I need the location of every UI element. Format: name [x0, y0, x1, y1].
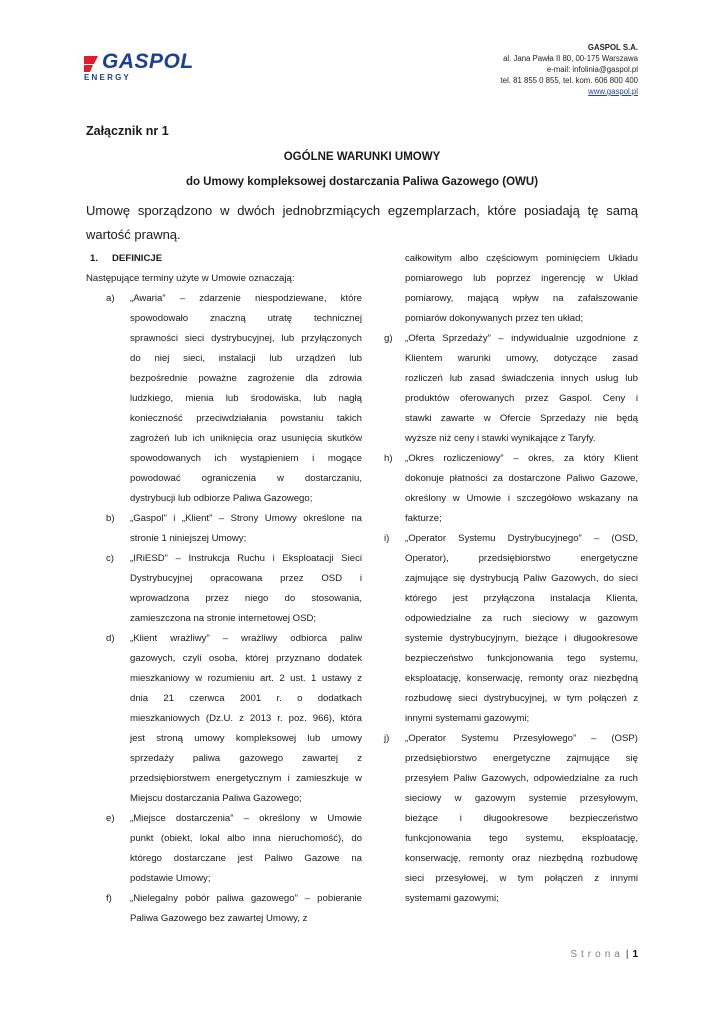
definition-line: „IRiESD” – Instrukcja Ruchu i Eksploatacji Sieci	[130, 553, 362, 564]
document-subtitle: do Umowy kompleksowej dostarczania Paliwa Gazowego (OWU)	[185, 176, 539, 188]
definition-line: „Awaria” – zdarzenie niespodziewane, które	[130, 293, 362, 304]
company-info	[501, 42, 638, 97]
definition-line: całkowitym albo częściowym pominięciem Układu	[405, 253, 638, 264]
definition-line: przedsiębiorstwem energetycznym i zamieszkuje w	[130, 773, 362, 784]
definition-line: zagrożeń lub ich uniknięcia oraz usunięcia skutków	[130, 433, 362, 444]
definition-line: powodować ograniczenia w dostarczaniu,	[130, 473, 362, 484]
definition-line: punkt (obiekt, lokal albo inna nieruchomość), do	[130, 833, 362, 844]
definition-line: do niej sieci, instalacji lub urządzeń lub	[130, 353, 362, 364]
definition-line: „Oferta Sprzedaży” – indywidualnie uzgodnione z	[405, 333, 638, 344]
definition-line: „Gaspol” i „Klient” – Strony Umowy określone na	[130, 513, 362, 524]
definition-line: sprawności sieci dystrybucyjnej, lub przyłączonych	[130, 333, 362, 344]
definition-item	[86, 289, 362, 509]
definition-line: Operator), przedsiębiorstwo energetyczne	[405, 553, 638, 564]
definition-line: eksploatację, konserwację, remonty oraz niezbędną	[405, 673, 638, 684]
definition-line: gazowych, czyli osoba, której przyznano dodatek	[130, 653, 362, 664]
definition-line: spowodowanych ich wystąpieniem i mogące	[130, 453, 362, 464]
definition-line: konserwację, remonty oraz niezbędną rozbudowę	[405, 853, 638, 864]
definition-item	[86, 889, 362, 929]
definition-line: Klientem warunki umowy, dotyczące zasad	[405, 353, 638, 364]
definition-line: rozbudowę sieci dystrybucyjnej, w tym połączeń z	[405, 693, 638, 704]
definition-line: pomiarowy, mającą wpływ na zafałszowanie	[405, 293, 638, 304]
definition-line: dystrybucji lub odbiorze Paliwa Gazowego;	[130, 493, 313, 504]
definition-item	[381, 329, 638, 449]
page-label: Strona	[570, 949, 624, 960]
definition-line: innymi systemami gazowymi;	[405, 713, 530, 724]
definition-line: pomiarów dokonywanych przez ten układ;	[405, 313, 584, 324]
definition-line: zajmujące się dystrybucją Paliw Gazowych, do sieci	[405, 573, 638, 584]
definition-label: g)	[384, 333, 393, 344]
definition-line: mieszkaniowych (Dz.U. z 2013 r. poz. 966), która	[130, 713, 362, 724]
definition-line: systemie dystrybucyjnym, bieżące i długookresowe	[405, 633, 638, 644]
definition-line: konieczność przeciwdziałania powstaniu takich	[130, 413, 362, 424]
definition-item	[86, 809, 362, 889]
logo-subtitle: E N E R G Y	[84, 73, 129, 82]
page-footer: Strona | 1	[570, 949, 638, 960]
definition-line: którego dostarczane jest Paliwo Gazowe na	[130, 853, 362, 864]
gaspol-logo	[82, 50, 217, 83]
logo-wordmark: GASPOL	[102, 50, 194, 73]
definition-line: mieszkaniowy w rozumieniu art. 2 ust. 1 ustawy z	[130, 673, 362, 684]
definition-line: wyższe niż ceny i stawki wynikające z Taryfy.	[405, 433, 596, 444]
definition-line: przedsiębiorstwo energetyczne zajmujące się	[405, 753, 638, 764]
gaspol-flame-icon	[82, 54, 100, 74]
intro-paragraph: Umowę sporządzono w dwóch jednobrzmiących egzemplarzach, które posiadają tę samą wartość prawną.	[86, 203, 638, 242]
definition-line: określony w Umowie i szczegółowo wskazany na	[405, 493, 638, 504]
definition-line: Dystrybucyjnej opracowana przez OSD i	[130, 573, 362, 584]
page-number: 1	[632, 949, 638, 960]
definition-line: produktów oferowanych przez Gaspol. Ceny i	[405, 393, 638, 404]
definition-item	[381, 729, 638, 909]
definition-line: dokonuje płatności za dostarczone Paliwo Gazowe,	[405, 473, 638, 484]
section-heading	[86, 249, 362, 269]
definition-line: „Miejsce dostarczenia” – określony w Umowie	[130, 813, 362, 824]
definition-line: sieci przesyłowej, w tym połączeń z innymi	[405, 873, 638, 884]
right-column	[381, 249, 638, 909]
definition-line: fakturze;	[405, 513, 442, 524]
definition-label: a)	[106, 293, 115, 304]
company-name: GASPOL S.A.	[587, 43, 638, 52]
definition-line: rozliczeń lub zasad świadczenia innych usług lub	[405, 373, 638, 384]
definition-line: zamieszczona na stronie internetowej OSD;	[130, 613, 317, 624]
definition-label: f)	[106, 893, 112, 904]
section-title: DEFINICJE	[112, 253, 163, 264]
definition-line: sieciowy w gazowym systemie przesyłowym,	[405, 793, 638, 804]
attachment-title: Załącznik nr 1	[86, 124, 169, 138]
section-number: 1.	[90, 253, 99, 264]
company-email: e-mail: infolinia@gaspol.pl	[546, 65, 638, 74]
definition-line: stawki zawarte w Ofercie Sprzedaży nie będą	[405, 413, 638, 424]
definition-line: którego jest przyłączona instalacja Klienta,	[405, 593, 638, 604]
document-title: OGÓLNE WARUNKI UMOWY	[283, 151, 441, 163]
definition-line: spowodowało znaczną utratę technicznej	[130, 313, 362, 324]
definition-line: Miejscu dostarczania Paliwa Gazowego;	[130, 793, 302, 804]
section-lead: Następujące terminy użyte w Umowie oznaczają:	[86, 273, 295, 284]
definition-line: „Operator Systemu Dystrybucyjnego” – (OSD,	[405, 533, 638, 544]
definition-label: b)	[106, 513, 115, 524]
definition-line: odpowiedzialne za ruch sieciowy w gazowym	[405, 613, 638, 624]
definition-line: „Nielegalny pobór paliwa gazowego” – pobieranie	[130, 893, 362, 904]
definition-item	[86, 509, 362, 549]
definition-label: c)	[106, 553, 114, 564]
definition-line: funkcjonowania tego systemu, eksploatację,	[405, 833, 638, 844]
definition-line: systemami gazowymi;	[405, 893, 499, 904]
company-phone: tel. 81 855 0 855, tel. kom. 606 800 400	[500, 76, 638, 85]
definition-line: bezpośrednie poważne zagrożenie dla zdrowia	[130, 373, 362, 384]
company-address: al. Jana Pawła II 80, 00-175 Warszawa	[503, 54, 638, 63]
definition-line: pomiarowego lub poprzez ingerencję w Układ	[405, 273, 638, 284]
definition-line: bieżące i długookresowe bezpieczeństwo	[405, 813, 638, 824]
definition-label: d)	[106, 633, 115, 644]
definition-line: wprowadzona przez niego do stosowania,	[130, 593, 362, 604]
definition-line: jest stroną umowy kompleksowej lub umowy	[130, 733, 362, 744]
definition-label: j)	[384, 733, 390, 744]
left-column	[86, 249, 362, 929]
definition-line: sprzedaży paliwa gazowego zawartej z	[130, 753, 362, 764]
definition-item	[381, 529, 638, 729]
definition-line: stronie 1 niniejszej Umowy;	[130, 533, 247, 544]
definition-line: ludzkiego, mienia lub środowiska, lub nagłą	[130, 393, 362, 404]
definition-line: „Operator Systemu Przesyłowego” – (OSP)	[405, 733, 638, 744]
definition-item	[86, 629, 362, 809]
definition-label: h)	[384, 453, 393, 464]
definition-line: bezpieczeństwo funkcjonowania tego systemu,	[405, 653, 638, 664]
definition-line: „Klient wrażliwy” – wrażliwy odbiorca paliw	[130, 633, 362, 644]
definition-label: i)	[384, 533, 390, 544]
definition-line: „Okres rozliczeniowy” – okres, za który Klient	[405, 453, 638, 464]
definition-line: przesyłem Paliw Gazowych, odpowiedzialne za ruch	[405, 773, 638, 784]
company-website-link[interactable]: www.gaspol.pl	[588, 87, 638, 96]
definition-label: e)	[106, 813, 115, 824]
definition-line: dnia 21 czerwca 2001 r. o dodatkach	[130, 693, 362, 704]
definition-item	[86, 549, 362, 629]
definition-line: podstawie Umowy;	[130, 873, 211, 884]
definition-item	[381, 449, 638, 529]
definition-line: Paliwa Gazowego bez zawartej Umowy, z	[130, 913, 308, 924]
